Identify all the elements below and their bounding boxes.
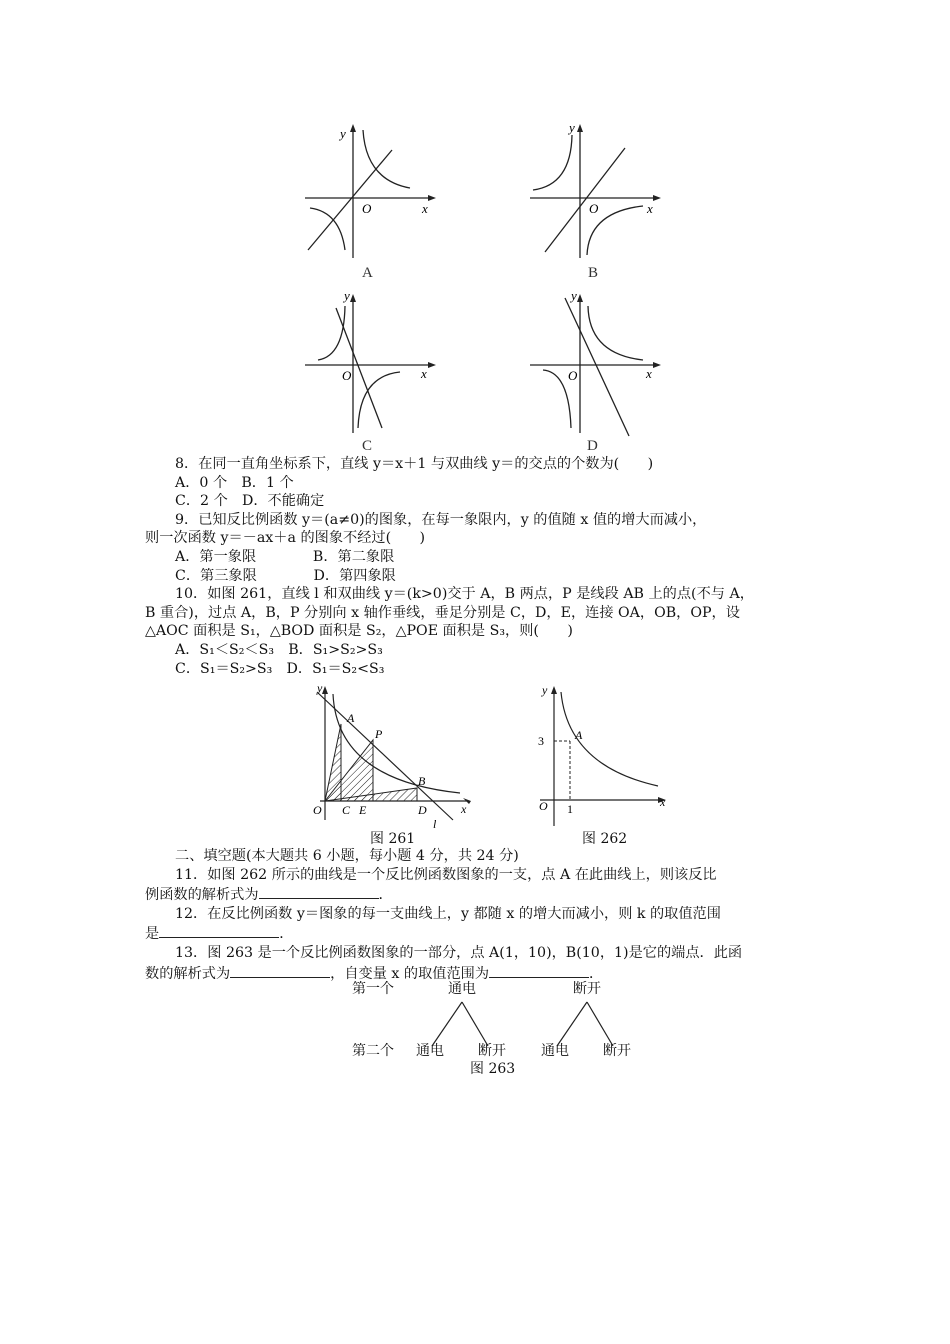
figure-262-caption: 图 262 [582,831,628,847]
fig263-top-off: 断开 [573,981,601,997]
graph-b-o: O [589,201,599,216]
graph-d-label: D [587,438,598,454]
q12-line2-text: 是 [145,926,160,943]
fig261-d: D [418,803,427,817]
q10-options-2: C．S₁＝S₂>S₃ D．S₁＝S₂<S₃ [175,660,385,677]
fig262-o: O [539,799,548,813]
q13-line2-end: ． [589,965,604,982]
fig263-bottom-on-2: 通电 [541,1043,569,1059]
q13-line2-mid: ，自变量 x 的取值范围为 [330,965,490,982]
fig263-bottom-on-1: 通电 [416,1043,444,1059]
q11-line1: 11．如图 262 所示的曲线是一个反比例函数图象的一支，点 A 在此曲线上，则该反比 [175,866,717,883]
graph-b-y: y [569,120,575,135]
figure-261 [305,680,480,830]
figure-261-caption: 图 261 [370,831,416,847]
q13-answer-blank-1[interactable] [230,963,330,978]
fig263-second: 第二个 [352,1043,394,1059]
graph-a-y: y [340,126,346,141]
figure-261-svg [305,680,480,830]
fig262-a: A [575,728,583,742]
graph-a-svg [300,120,440,260]
figure-263 [330,978,660,1078]
section-2-block [145,847,805,983]
graph-option-a [300,120,440,281]
q12-line2-end: ． [279,926,294,943]
fig261-o: O [313,803,322,817]
fig261-e: E [359,803,367,817]
q11-line2-text: 例函数的解析式为 [145,887,259,904]
fig262-y: y [542,683,548,697]
q9-options-1: A．第一象限 B．第二象限 [175,548,395,565]
graph-a-x: x [422,201,428,216]
graph-c-label: C [362,438,373,454]
graph-a-o: O [362,201,372,216]
fig261-c: C [342,803,351,817]
fig261-p: P [375,727,383,741]
q10-stem: 10．如图 261，直线 l 和双曲线 y＝(k>0)交于 A，B 两点，P 是线段 AB 上的点(不与 A， [175,586,754,603]
q9-stem: 9．已知反比例函数 y＝(a≠0)的图象，在每一象限内，y 的值随 x 值的增大而减小， [175,511,707,528]
q11-line2 [145,884,805,905]
fig263-bottom-off-1: 断开 [478,1043,506,1059]
graph-a-label: A [362,265,373,281]
graph-c-svg [300,288,440,438]
graph-b-svg [525,120,665,260]
q10-stem-2: B 重合)，过点 A，B，P 分别向 x 轴作垂线，垂足分别是 C，D，E，连接 OA，OB，OP，设 [145,604,740,621]
graph-option-c [300,288,440,454]
q9-stem-2: 则一次函数 y＝－ax＋a 的图象不经过( ) [145,530,426,547]
fig263-bottom-off-2: 断开 [603,1043,631,1059]
graph-d-o: O [568,368,578,383]
figure-262-svg [530,680,680,830]
q10-stem-3: △AOC 面积是 S₁，△BOD 面积是 S₂，△POE 面积是 S₃，则( ) [145,623,573,640]
questions-block [145,455,805,678]
fig261-b: B [418,774,426,788]
q13-answer-blank-2[interactable] [489,963,589,978]
fig261-l: l [433,817,437,830]
fig263-first: 第一个 [352,981,394,997]
fig261-y: y [317,681,323,695]
q8-options-2: C．2 个 D．不能确定 [175,493,325,510]
q12-line2 [145,923,805,944]
fig262-tick-3: 3 [538,734,544,748]
q10-options-1: A．S₁＜S₂＜S₃ B．S₁>S₂>S₃ [175,641,383,658]
figure-262 [530,680,680,830]
section-2-heading: 二、填空题(本大题共 6 小题，每小题 4 分，共 24 分) [175,848,519,864]
q13-line1: 13．图 263 是一个反比例函数图象的一部分，点 A(1，10)，B(10，1)是它的端点．此函 [175,944,743,961]
graph-c-o: O [342,368,352,383]
graph-d-x: x [646,366,652,381]
fig263-top-on: 通电 [448,981,476,997]
q11-line2-end: ． [378,887,393,904]
graph-option-b [525,120,665,281]
graph-d-svg [525,288,665,438]
q12-line1: 12．在反比例函数 y＝图象的每一支曲线上，y 都随 x 的增大而减小，则 k 的取值范围 [175,905,721,922]
q8-stem: 8．在同一直角坐标系下，直线 y＝x＋1 与双曲线 y＝的交点的个数为( ) [175,456,654,472]
graph-c-x: x [421,366,427,381]
fig262-tick-1: 1 [567,802,573,816]
q12-answer-blank[interactable] [159,923,279,938]
q11-answer-blank[interactable] [259,884,379,899]
graph-d-y: y [571,288,577,303]
fig261-a: A [347,711,355,725]
graph-option-d [525,288,665,454]
graph-b-x: x [647,201,653,216]
fig262-x: x [660,795,666,809]
q8-options-1: A．0 个 B．1 个 [175,474,294,491]
q13-line2-text: 数的解析式为 [145,965,231,982]
q9-options-2: C．第三象限 D．第四象限 [175,567,396,584]
graph-c-y: y [344,288,350,303]
graph-b-label: B [588,265,599,281]
fig261-x: x [461,802,467,816]
fig263-caption: 图 263 [470,1061,516,1077]
